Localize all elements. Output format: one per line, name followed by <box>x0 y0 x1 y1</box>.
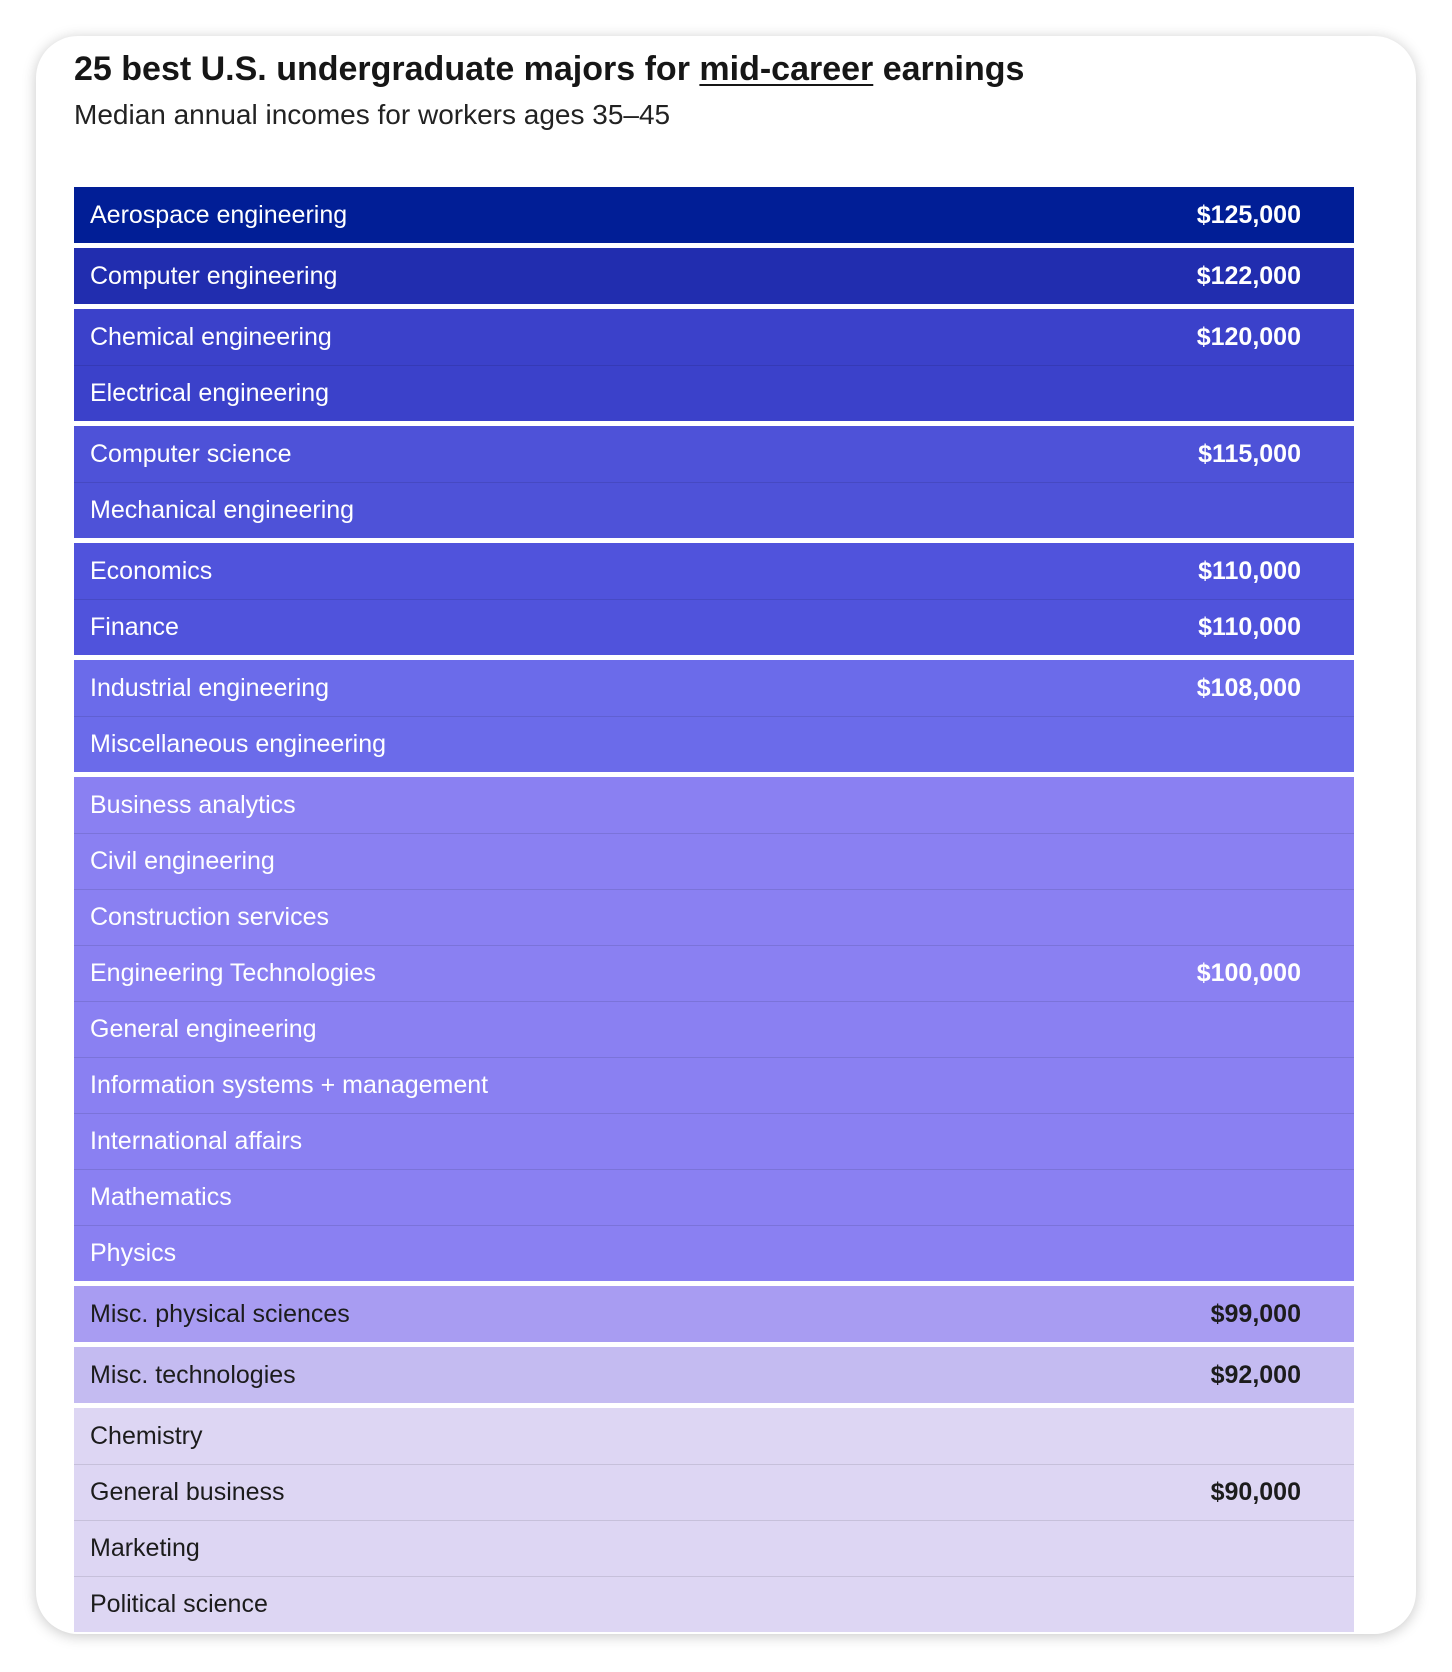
table-row <box>74 482 1354 538</box>
major-name: Business analytics <box>90 790 296 819</box>
income-group <box>74 1286 1354 1347</box>
major-name: Engineering Technologies <box>90 959 376 987</box>
income-group <box>74 777 1354 1286</box>
table-row <box>74 1113 1354 1169</box>
table-row <box>74 1057 1354 1113</box>
majors-table <box>74 187 1354 1632</box>
income-group <box>74 660 1354 777</box>
major-name: Aerospace engineering <box>90 200 348 229</box>
table-row <box>74 716 1354 772</box>
major-name: Construction services <box>90 903 329 931</box>
major-name: Information systems + management <box>90 1071 489 1099</box>
table-row <box>74 833 1354 889</box>
table-row <box>74 543 1354 599</box>
chart-title <box>74 50 1024 89</box>
income-group <box>74 543 1354 660</box>
major-name: Computer engineering <box>90 261 338 290</box>
table-row <box>74 365 1354 421</box>
title-text-before: 25 best U.S. undergraduate majors for <box>74 50 700 88</box>
chart-subtitle: Median annual incomes for workers ages 35–45 <box>74 99 671 130</box>
table-row <box>74 1347 1354 1403</box>
income-value: $110,000 <box>1198 613 1301 641</box>
income-value: $120,000 <box>1196 322 1301 351</box>
income-value: $125,000 <box>1196 200 1301 229</box>
income-value: $99,000 <box>1210 1299 1301 1328</box>
major-name: General engineering <box>90 1015 317 1043</box>
table-row <box>74 1464 1354 1520</box>
table-row <box>74 1225 1354 1281</box>
table-row <box>74 660 1354 716</box>
major-name: Political science <box>90 1590 268 1618</box>
major-name: Chemical engineering <box>90 322 332 351</box>
major-name: Economics <box>90 556 213 585</box>
major-name: Marketing <box>90 1534 200 1562</box>
major-name: Electrical engineering <box>90 379 330 407</box>
income-group <box>74 248 1354 309</box>
major-name: Computer science <box>90 439 292 468</box>
table-row <box>74 1408 1354 1464</box>
major-name: General business <box>90 1478 285 1506</box>
table-row <box>74 945 1354 1001</box>
table-row <box>74 1001 1354 1057</box>
income-group <box>74 426 1354 543</box>
table-row <box>74 187 1354 243</box>
major-name: Misc. technologies <box>90 1360 296 1389</box>
income-value: $100,000 <box>1196 959 1301 987</box>
major-name: Miscellaneous engineering <box>90 730 387 758</box>
major-name: Mathematics <box>90 1183 232 1211</box>
income-group <box>74 1408 1354 1632</box>
income-value: $122,000 <box>1196 261 1301 290</box>
major-name: Industrial engineering <box>90 673 330 702</box>
major-name: Mechanical engineering <box>90 496 355 524</box>
title-emphasis: mid-career <box>699 50 874 88</box>
major-name: Misc. physical sciences <box>90 1299 350 1328</box>
income-value: $115,000 <box>1198 439 1301 468</box>
table-row <box>74 599 1354 655</box>
chart-card <box>36 36 1416 1634</box>
table-row <box>74 248 1354 304</box>
income-group <box>74 309 1354 426</box>
income-value: $92,000 <box>1210 1360 1301 1389</box>
income-value: $108,000 <box>1196 673 1301 702</box>
table-row <box>74 1286 1354 1342</box>
title-text-after: earnings <box>873 50 1025 88</box>
income-value: $90,000 <box>1210 1478 1301 1506</box>
major-name: Physics <box>90 1239 177 1267</box>
table-row <box>74 1576 1354 1632</box>
income-value: $110,000 <box>1198 556 1301 585</box>
major-name: International affairs <box>90 1127 303 1155</box>
table-row <box>74 426 1354 482</box>
income-group <box>74 187 1354 248</box>
table-row <box>74 309 1354 365</box>
major-name: Civil engineering <box>90 847 275 875</box>
table-row <box>74 1169 1354 1225</box>
table-row <box>74 777 1354 833</box>
major-name: Finance <box>90 613 179 641</box>
table-row <box>74 889 1354 945</box>
major-name: Chemistry <box>90 1421 203 1450</box>
table-row <box>74 1520 1354 1576</box>
income-group <box>74 1347 1354 1408</box>
